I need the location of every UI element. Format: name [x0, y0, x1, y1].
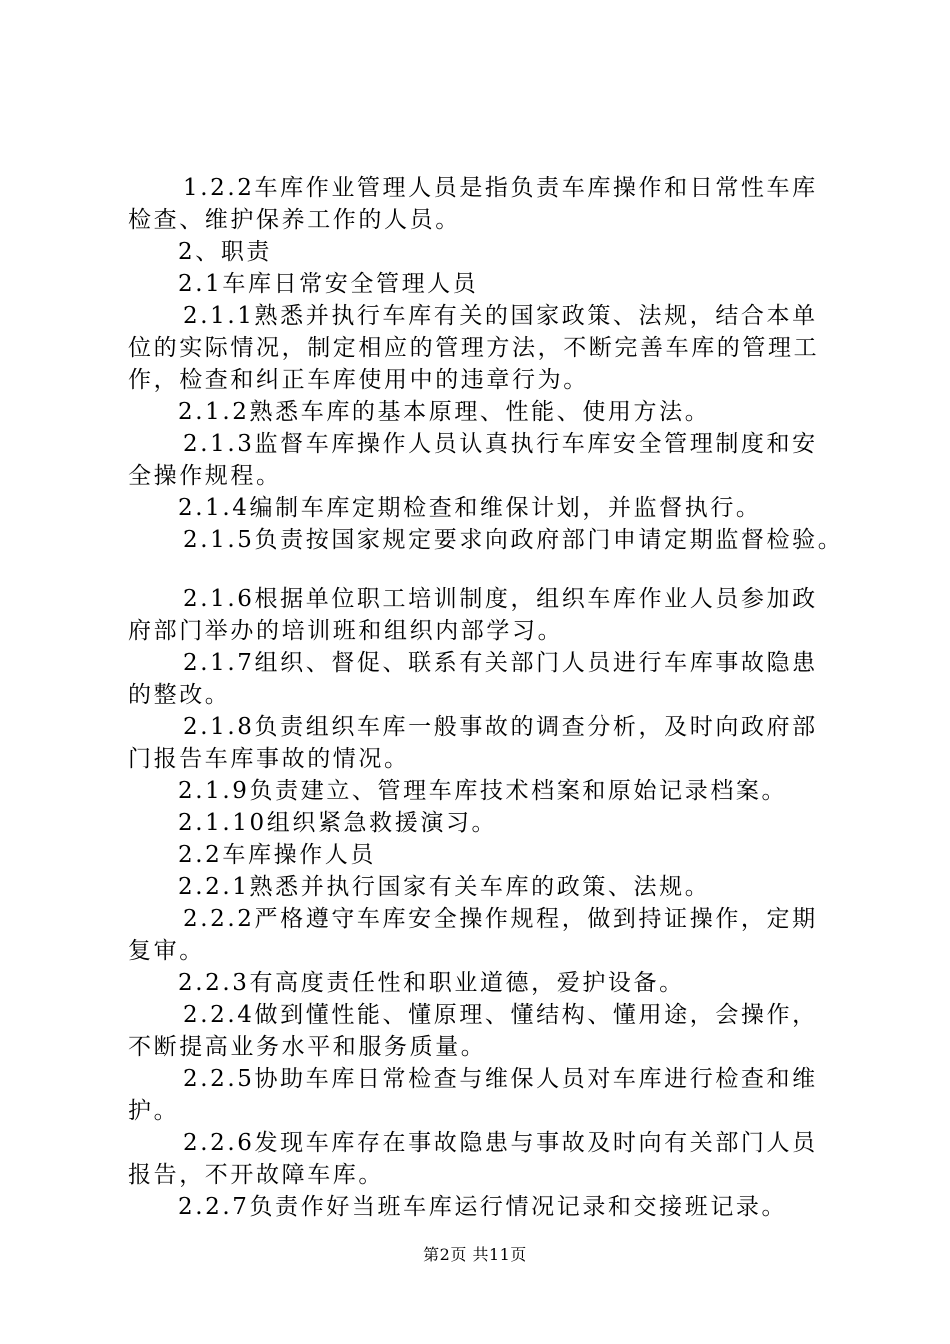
paragraph-2-2-1: 2.2.1熟悉并执行国家有关车库的政策、法规。	[178, 874, 711, 900]
paragraph-2-2-5-line-2: 护。	[128, 1098, 180, 1124]
paragraph-2-1-7-line-1: 2.1.7组织、督促、联系有关部门人员进行车库事故隐患	[183, 650, 818, 676]
paragraph-2-2-4-line-2: 不断提高业务水平和服务质量。	[128, 1034, 487, 1060]
paragraph-2-1-9: 2.1.9负责建立、管理车库技术档案和原始记录档案。	[178, 778, 788, 804]
document-body	[128, 172, 844, 1223]
paragraph-2-1-2: 2.1.2熟悉车库的基本原理、性能、使用方法。	[178, 399, 711, 425]
paragraph-2-1-1-line-3: 作，检查和纠正车库使用中的违章行为。	[128, 367, 589, 393]
paragraph-1-2-2-line-2: 检查、维护保养工作的人员。	[128, 207, 461, 233]
heading-2-2: 2.2车库操作人员	[178, 842, 376, 868]
paragraph-2-1-3-line-1: 2.1.3监督车库操作人员认真执行车库安全管理制度和安	[183, 431, 818, 457]
paragraph-2-1-8-line-2: 门报告车库事故的情况。	[128, 746, 410, 772]
heading-responsibilities: 2、职责	[178, 239, 273, 265]
paragraph-2-1-5: 2.1.5负责按国家规定要求向政府部门申请定期监督检验。	[183, 527, 844, 553]
paragraph-2-1-1-line-2: 位的实际情况，制定相应的管理方法，不断完善车库的管理工	[128, 335, 820, 361]
paragraph-2-2-7: 2.2.7负责作好当班车库运行情况记录和交接班记录。	[178, 1194, 788, 1220]
heading-2-1: 2.1车库日常安全管理人员	[178, 271, 479, 297]
paragraph-2-1-3-line-2: 全操作规程。	[128, 463, 282, 489]
paragraph-2-2-6-line-2: 报告，不开故障车库。	[128, 1162, 384, 1188]
paragraph-2-2-2-line-2: 复审。	[128, 938, 205, 964]
paragraph-2-1-6-line-2: 府部门举办的培训班和组织内部学习。	[128, 618, 564, 644]
paragraph-2-1-8-line-1: 2.1.8负责组织车库一般事故的调查分析，及时向政府部	[183, 714, 818, 740]
page-number-footer: 第2页 共11页	[423, 1245, 527, 1264]
paragraph-2-1-4: 2.1.4编制车库定期检查和维保计划，并监督执行。	[178, 495, 762, 521]
paragraph-2-2-4-line-1: 2.2.4做到懂性能、懂原理、懂结构、懂用途，会操作，	[183, 1002, 818, 1028]
paragraph-2-1-1-line-1: 2.1.1熟悉并执行车库有关的国家政策、法规，结合本单	[183, 303, 818, 329]
paragraph-gap	[128, 556, 828, 583]
paragraph-2-2-3: 2.2.3有高度责任性和职业道德，爱护设备。	[178, 970, 685, 996]
paragraph-2-1-7-line-2: 的整改。	[128, 682, 231, 708]
paragraph-2-1-6-line-1: 2.1.6根据单位职工培训制度，组织车库作业人员参加政	[183, 586, 818, 612]
paragraph-1-2-2-line-1: 1.2.2车库作业管理人员是指负责车库操作和日常性车库	[183, 175, 818, 201]
paragraph-2-1-10: 2.1.10组织紧急救援演习。	[178, 810, 498, 836]
paragraph-2-2-5-line-1: 2.2.5协助车库日常检查与维保人员对车库进行检查和维	[183, 1066, 818, 1092]
paragraph-2-2-6-line-1: 2.2.6发现车库存在事故隐患与事故及时向有关部门人员	[183, 1130, 818, 1156]
paragraph-2-2-2-line-1: 2.2.2严格遵守车库安全操作规程，做到持证操作，定期	[183, 906, 818, 932]
